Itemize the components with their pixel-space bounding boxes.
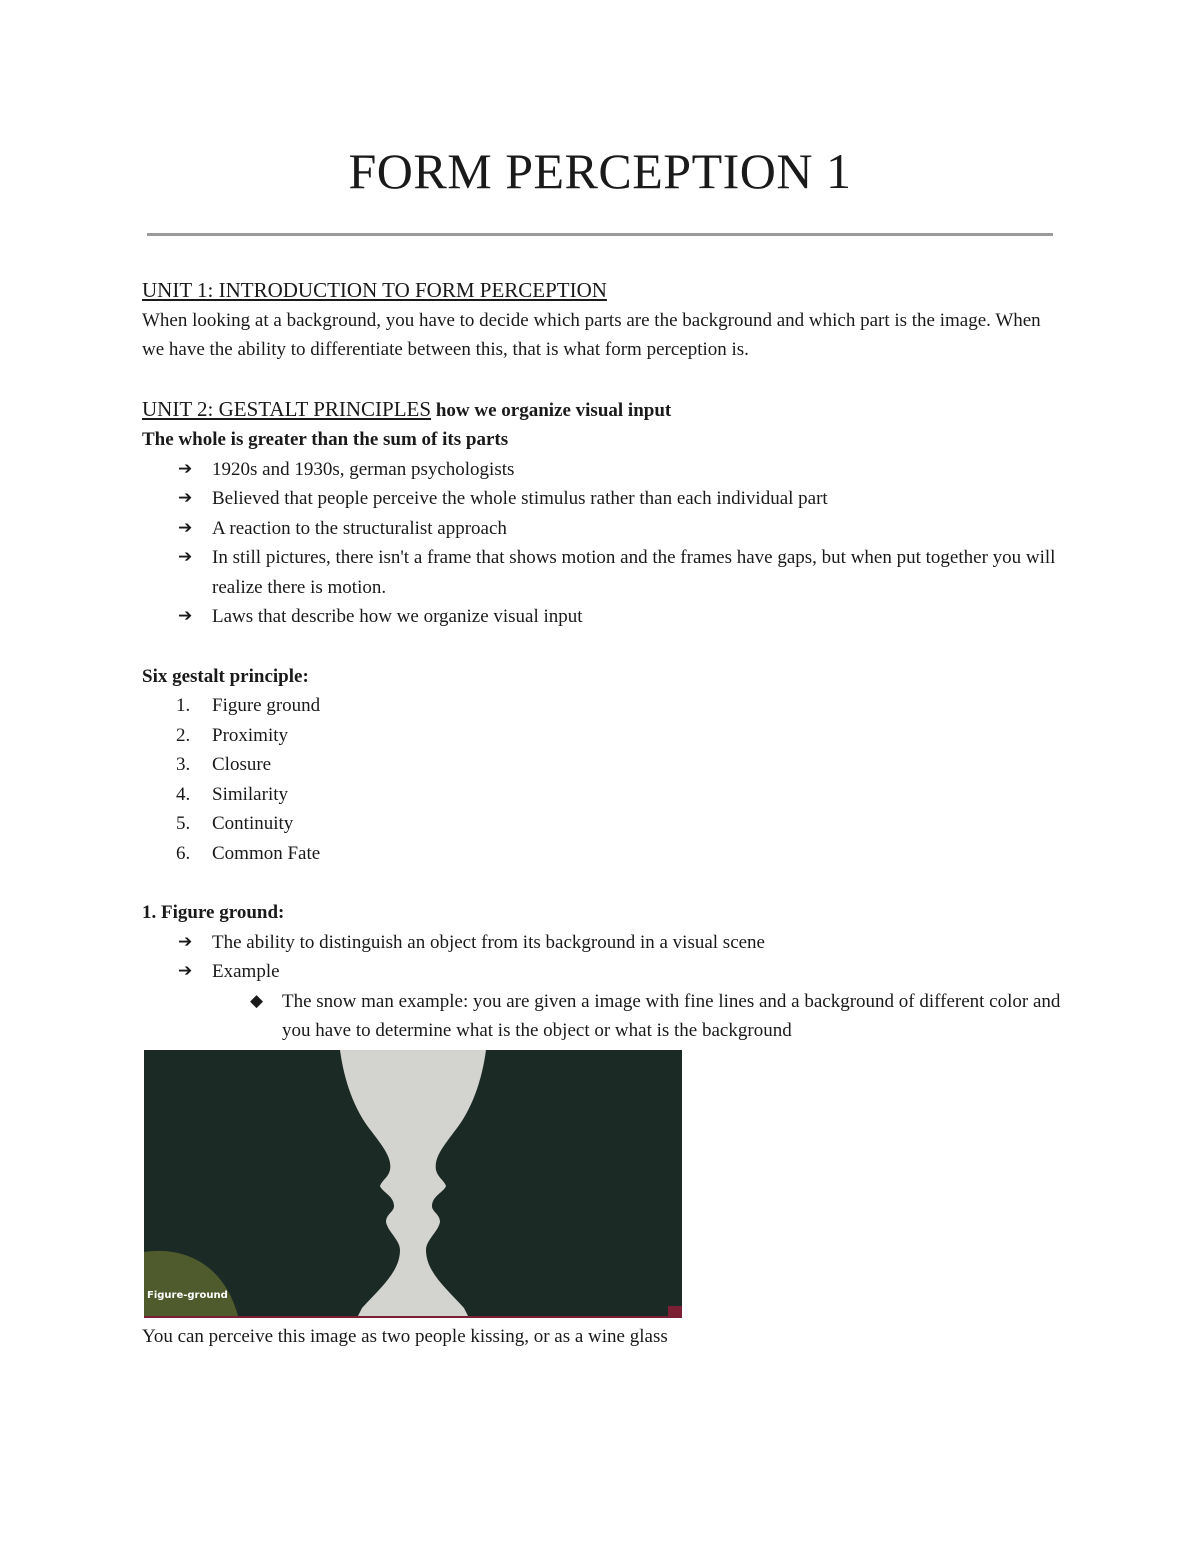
diamond-icon: ◆ (250, 990, 264, 1011)
spacer (142, 868, 1062, 898)
page-title: FORM PERCEPTION 1 (348, 143, 852, 199)
example-sub-list (142, 987, 1062, 1046)
vase-shape (340, 1050, 486, 1316)
document-body (142, 276, 1062, 1046)
list-item: 4. Similarity (176, 783, 288, 805)
arrow-icon: ➔ (178, 606, 193, 626)
unit2-bullet-list (142, 455, 1062, 632)
list-item: 6. Common Fate (176, 842, 321, 864)
list-item: 5. Continuity (176, 813, 294, 834)
list-item: 2. Proximity (176, 724, 289, 746)
arrow-icon: ➔ (178, 547, 193, 567)
figure-ground-bullet-list (142, 928, 1062, 987)
arrow-icon: ➔ (178, 458, 193, 479)
list-item: ➔ Believed that people perceive the whole stimulus rather than each individual part (142, 484, 1062, 514)
principles-heading: Six gestalt principle: (142, 665, 309, 687)
figure-ground-image (144, 1050, 682, 1318)
figure-caption: You can perceive this image as two people kissing, or as a wine glass (142, 1326, 668, 1347)
list-item: 3. Closure (176, 754, 272, 775)
arrow-icon: ➔ (178, 517, 193, 538)
spacer (142, 632, 1062, 662)
title-divider (147, 233, 1053, 236)
list-item: ➔ The ability to distinguish an object from its background in a visual scene (142, 928, 1062, 958)
list-item: ➔ In still pictures, there isn't a frame that shows motion and the frames have gaps, but when put together you will realize there is motion. (142, 543, 1062, 602)
vase-faces-illustration (144, 1050, 682, 1316)
unit1-text: When looking at a background, you have to decide which parts are the background and which part is the image. When we have the ability to differentiate between this, that is what form perception is. (142, 309, 1041, 360)
spacer (142, 365, 1062, 395)
list-item: ◆ The snow man example: you are given a image with fine lines and a background of different color and you have to determine what is the object or what is the background (142, 987, 1062, 1046)
unit1-heading: UNIT 1: INTRODUCTION TO FORM PERCEPTION (142, 278, 607, 302)
list-item: ➔ 1920s and 1930s, german psychologists (142, 455, 1062, 485)
figure-label: Figure-ground (147, 1290, 228, 1301)
list-item: ➔ A reaction to the structuralist approach (142, 514, 1062, 544)
principles-list (142, 691, 1062, 868)
unit2-lead: The whole is greater than the sum of its parts (142, 429, 509, 450)
arrow-icon: ➔ (178, 931, 193, 952)
arrow-icon: ➔ (178, 488, 193, 508)
list-item: ➔ Laws that describe how we organize visual input (142, 602, 1062, 632)
figure-ground-heading: 1. Figure ground: (142, 902, 285, 923)
green-corner-shape (144, 1251, 238, 1316)
unit2-heading-line (142, 395, 1062, 426)
list-item: 1. Figure ground (176, 695, 321, 716)
unit2-heading: UNIT 2: GESTALT PRINCIPLES (142, 396, 432, 421)
arrow-icon: ➔ (178, 961, 193, 981)
unit2-subtitle: how we organize visual input (431, 399, 672, 421)
corner-logo-mark (668, 1306, 682, 1316)
list-item: ➔ Example (142, 957, 1062, 987)
